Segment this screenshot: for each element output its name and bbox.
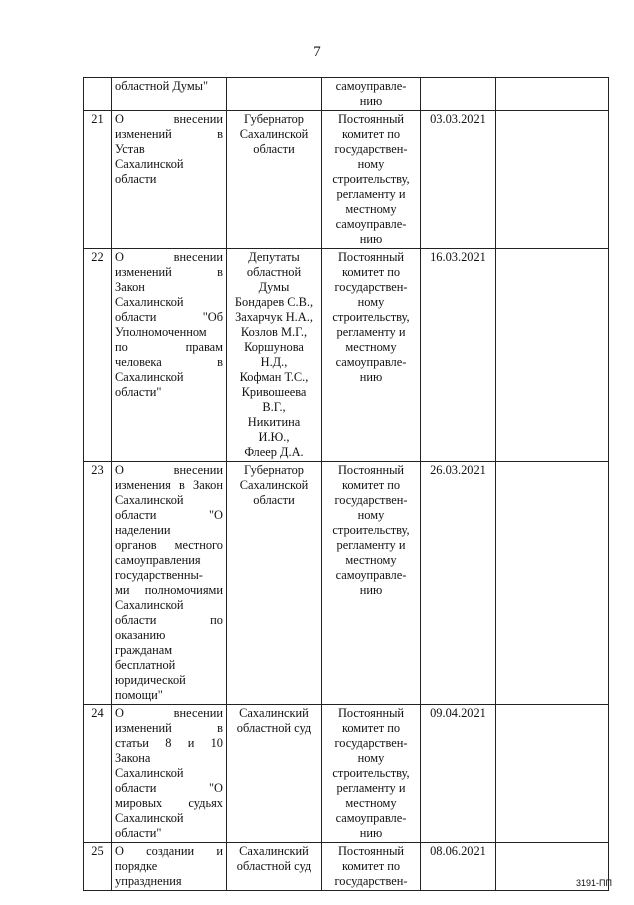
cell-title xyxy=(112,111,227,249)
title-line: изменений в xyxy=(115,721,223,735)
title-line: Сахалинской xyxy=(115,493,184,507)
cell-num: 23 xyxy=(84,462,112,705)
title-line: Уполномоченном xyxy=(115,325,207,339)
cell-date: 16.03.2021 xyxy=(421,249,496,462)
cell-num: 25 xyxy=(84,843,112,891)
title-line: Закона xyxy=(115,751,151,765)
title-line: Сахалинской xyxy=(115,295,184,309)
table-row xyxy=(84,462,609,705)
page-number: 7 xyxy=(313,44,321,60)
cell-title xyxy=(112,705,227,843)
cell-committee: Постоянный комитет по государствен- xyxy=(322,843,421,891)
cell-date: 08.06.2021 xyxy=(421,843,496,891)
cell-extra xyxy=(496,462,609,705)
cell-date: 09.04.2021 xyxy=(421,705,496,843)
title-line: Сахалинской xyxy=(115,157,184,171)
cell-committee: Постоянный комитет по государствен- ному строительству, регламенту и местному самоуправле- нию xyxy=(322,462,421,705)
title-line: упразднения xyxy=(115,874,182,888)
title-text: областной Думы" xyxy=(115,79,209,93)
cell-author: Губернатор Сахалинской области xyxy=(227,111,322,249)
title-line: гражданам xyxy=(115,643,173,657)
title-line: О создании и xyxy=(115,844,223,858)
title-line: наделении xyxy=(115,523,171,537)
title-line: оказанию xyxy=(115,628,166,642)
title-line: Сахалинской xyxy=(115,766,184,780)
cell-title xyxy=(112,843,227,891)
title-line: порядке xyxy=(115,859,158,873)
cell-title xyxy=(112,462,227,705)
title-line: мировых судьях xyxy=(115,796,223,810)
title-line: области" xyxy=(115,385,162,399)
title-line: юридической xyxy=(115,673,186,687)
cell-author: Депутаты областной Думы Бондарев С.В., Захарчук Н.А., Козлов М.Г., Коршунова Н.Д., Кофман Т.С., Кривошеева В.Г., Никитина И.Ю., Флеер Д.А. xyxy=(227,249,322,462)
cell-author xyxy=(227,78,322,111)
title-line: Устав xyxy=(115,142,145,156)
cell-num xyxy=(84,78,112,111)
title-line: О внесении xyxy=(115,706,223,720)
cell-extra xyxy=(496,249,609,462)
title-line: государственны- xyxy=(115,568,203,582)
cell-author: Сахалинский областной суд xyxy=(227,705,322,843)
cell-date: 26.03.2021 xyxy=(421,462,496,705)
title-line: О внесении xyxy=(115,112,223,126)
cell-committee: Постоянный комитет по государствен- ному строительству, регламенту и местному самоуправле- нию xyxy=(322,249,421,462)
title-line: области "Об xyxy=(115,310,223,324)
title-line: ми полномочиями xyxy=(115,583,223,597)
title-line: Сахалинской xyxy=(115,811,184,825)
cell-title xyxy=(112,78,227,111)
legislation-table xyxy=(83,77,609,891)
title-line: помощи" xyxy=(115,688,163,702)
cell-date: 03.03.2021 xyxy=(421,111,496,249)
table-row-continued xyxy=(84,78,609,111)
title-line: О внесении xyxy=(115,463,223,477)
title-line: органов местного xyxy=(115,538,223,552)
cell-committee: самоуправле- нию xyxy=(322,78,421,111)
cell-committee: Постоянный комитет по государствен- ному строительству, регламенту и местному самоуправле- нию xyxy=(322,111,421,249)
cell-author: Губернатор Сахалинской области xyxy=(227,462,322,705)
cell-author: Сахалинский областной суд xyxy=(227,843,322,891)
cell-committee: Постоянный комитет по государствен- ному строительству, регламенту и местному самоуправле- нию xyxy=(322,705,421,843)
cell-extra xyxy=(496,705,609,843)
title-line: статьи 8 и 10 xyxy=(115,736,223,750)
title-line: Сахалинской xyxy=(115,598,184,612)
title-line: изменения в Закон xyxy=(115,478,223,492)
cell-title xyxy=(112,249,227,462)
title-line: изменений в xyxy=(115,127,223,141)
title-line: области "О xyxy=(115,508,223,522)
title-line: области по xyxy=(115,613,223,627)
document-code: 3191-ПП xyxy=(576,878,612,888)
cell-num: 21 xyxy=(84,111,112,249)
title-line: самоуправления xyxy=(115,553,201,567)
title-line: области" xyxy=(115,826,162,840)
title-line: области xyxy=(115,172,157,186)
table-row xyxy=(84,249,609,462)
table-row xyxy=(84,705,609,843)
title-line: изменений в xyxy=(115,265,223,279)
table-row xyxy=(84,111,609,249)
table-row xyxy=(84,843,609,891)
cell-num: 24 xyxy=(84,705,112,843)
cell-extra xyxy=(496,111,609,249)
title-line: по правам xyxy=(115,340,223,354)
title-line: Закон xyxy=(115,280,145,294)
title-line: О внесении xyxy=(115,250,223,264)
cell-num: 22 xyxy=(84,249,112,462)
title-line: человека в xyxy=(115,355,223,369)
title-line: Сахалинской xyxy=(115,370,184,384)
title-line: области "О xyxy=(115,781,223,795)
table-body xyxy=(84,78,609,891)
cell-date xyxy=(421,78,496,111)
cell-extra xyxy=(496,78,609,111)
title-line: бесплатной xyxy=(115,658,176,672)
